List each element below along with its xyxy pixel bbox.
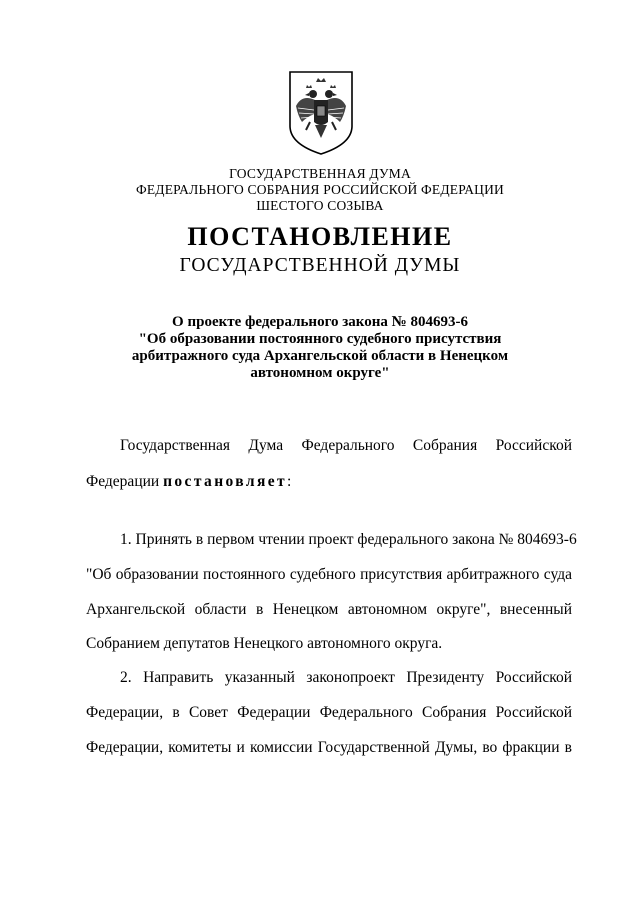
paragraph-1-line-3: Архангельской области в Ненецком автономном округе", внесенный xyxy=(86,601,572,618)
subject-line-4: автономном округе" xyxy=(250,365,390,381)
intro-line-2 xyxy=(86,473,572,491)
document-type-subtitle: ГОСУДАРСТВЕННОЙ ДУМЫ xyxy=(179,255,461,276)
russian-coat-of-arms-icon xyxy=(288,70,354,156)
decree-verb: постановляет xyxy=(163,473,288,490)
intro-line-1: Государственная Дума Федерального Собрания Российской xyxy=(120,437,572,454)
paragraph-2-line-3: Федерации, комитеты и комиссии Государственной Думы, во фракции в xyxy=(86,739,572,756)
subject-line-2: "Об образовании постоянного судебного присутствия xyxy=(138,331,502,347)
org-line-2: ФЕДЕРАЛЬНОГО СОБРАНИЯ РОССИЙСКОЙ ФЕДЕРАЦИИ xyxy=(136,182,504,197)
intro-line-2-end: : xyxy=(287,473,292,490)
paragraph-1-line-2: "Об образовании постоянного судебного присутствия арбитражного суда xyxy=(86,566,572,583)
paragraph-1-line-1: 1. Принять в первом чтении проект федерального закона № 804693-6 xyxy=(120,531,577,548)
org-line-1: ГОСУДАРСТВЕННАЯ ДУМА xyxy=(229,166,411,181)
paragraph-2-line-2: Федерации, в Совет Федерации Федерального Собрания Российской xyxy=(86,704,572,721)
org-line-3: ШЕСТОГО СОЗЫВА xyxy=(256,198,384,213)
paragraph-1-line-4: Собранием депутатов Ненецкого автономного округа. xyxy=(86,635,443,652)
document-type-title: ПОСТАНОВЛЕНИЕ xyxy=(187,222,453,251)
subject-line-1: О проекте федерального закона № 804693-6 xyxy=(172,314,468,330)
intro-line-2-start: Федерации xyxy=(86,473,164,490)
paragraph-2-line-1: 2. Направить указанный законопроект Президенту Российской xyxy=(120,669,572,686)
subject-line-3: арбитражного суда Архангельской области в Ненецком xyxy=(131,348,509,364)
